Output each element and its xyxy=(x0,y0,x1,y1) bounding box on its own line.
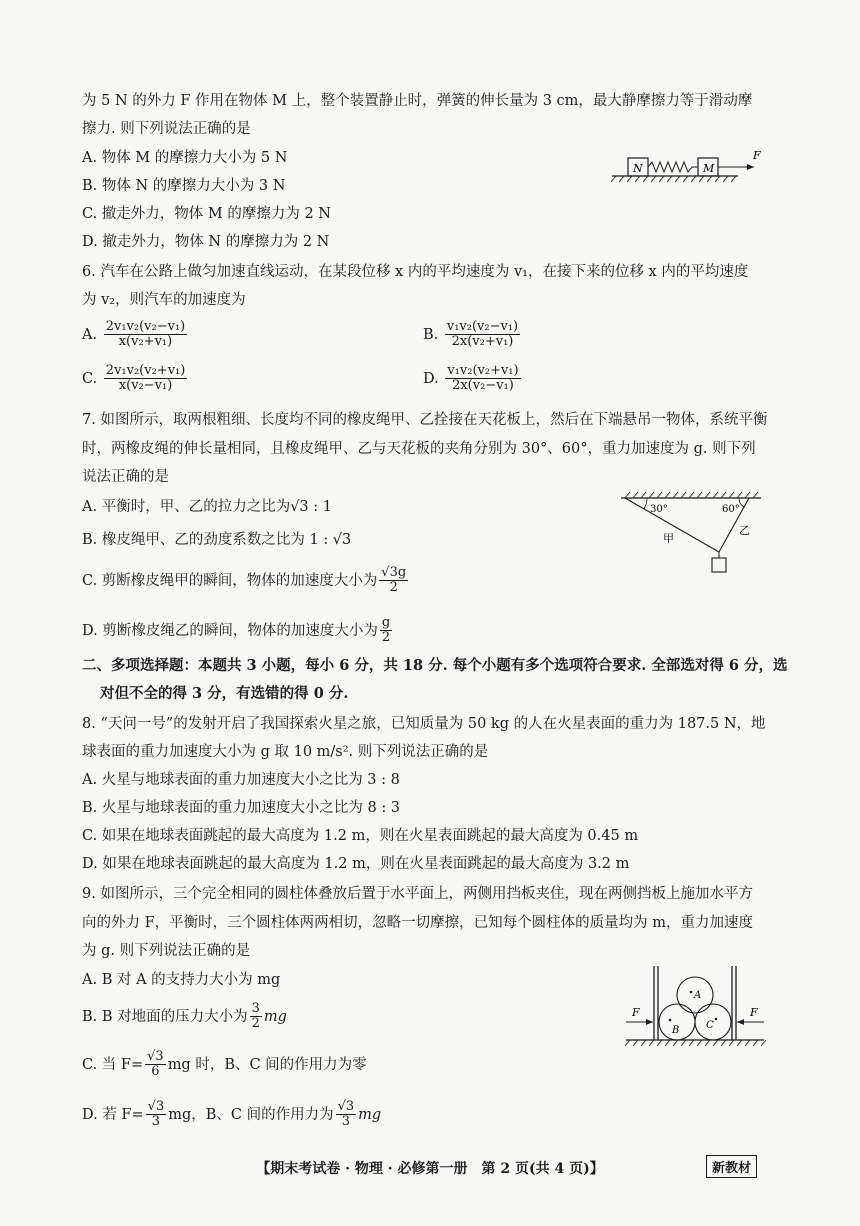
q7-line1: 7. 如图所示，取两根粗细、长度均不同的橡皮绳甲、乙拴接在天花板上，然后在下端悬吊一物体，系统平衡 xyxy=(82,412,768,428)
section2-line1: 二、多项选择题：本题共 3 小题，每小 6 分，共 18 分. 每个小题有多个选项符合要求. 全部选对得 6 分，选 xyxy=(82,657,788,674)
q9-option-d-mid: mg，B、C 间的作用力为 xyxy=(168,1106,334,1123)
q5-label-f: F xyxy=(753,149,761,162)
q9-option-b-den: 2 xyxy=(251,1016,260,1031)
q6-option-a-den: x(v₂+v₁) xyxy=(118,334,173,349)
q7-option-c-num: √3g xyxy=(381,565,407,580)
q9-option-c-den: 6 xyxy=(151,1064,160,1079)
q9-option-d-num2: √3 xyxy=(337,1099,355,1114)
q7-option-d-text: D. 剪断橡皮绳乙的瞬间，物体的加速度大小为 xyxy=(82,622,378,639)
q9-option-a: A. B 对 A 的支持力大小为 mg xyxy=(82,972,281,988)
q9-line1: 9. 如图所示，三个完全相同的圆柱体叠放后置于水平面上，两侧用挡板夹住，现在两侧挡板上施加水平方 xyxy=(82,886,753,902)
q9-option-c xyxy=(82,1050,770,1079)
q9-line3: 为 g. 则下列说法正确的是 xyxy=(82,943,251,959)
q9-option-d-num: √3 xyxy=(147,1099,165,1114)
q9-label-f-left: F xyxy=(632,1006,640,1019)
q6-option-d xyxy=(423,364,743,393)
q6-option-b-den: 2x(v₂+v₁) xyxy=(451,334,514,349)
q7-line3: 说法正确的是 xyxy=(82,469,169,485)
q8-option-a: A. 火星与地球表面的重力加速度大小之比为 3 : 8 xyxy=(82,772,400,788)
q5-option-a: A. 物体 M 的摩擦力大小为 5 N xyxy=(82,150,288,166)
q7-option-d-den: 2 xyxy=(381,630,391,645)
q9-option-d-den2: 3 xyxy=(341,1114,351,1129)
q6-option-b xyxy=(423,320,743,349)
q6-option-a-num: 2v₁v₂(v₂−v₁) xyxy=(105,319,186,334)
q5-line2: 擦力. 则下列说法正确的是 xyxy=(82,121,251,137)
q5-option-c: C. 撤走外力，物体 M 的摩擦力为 2 N xyxy=(82,206,331,222)
q9-option-d-den: 3 xyxy=(151,1114,161,1129)
q9-option-c-num: √3 xyxy=(147,1049,164,1064)
q9-option-c-tail: mg 时，B、C 间的作用力为零 xyxy=(167,1056,367,1073)
q5-label-m: M xyxy=(703,162,715,175)
q5-option-d: D. 撤走外力，物体 N 的摩擦力为 2 N xyxy=(82,234,330,250)
q5-line1: 为 5 N 的外力 F 作用在物体 M 上，整个装置静止时，弹簧的伸长量为 3 cm，最大静摩擦力等于滑动摩 xyxy=(82,93,753,109)
q7-option-b: B. 橡皮绳甲、乙的劲度系数之比为 1 : √3 xyxy=(82,532,352,548)
q6-option-c-label: C. xyxy=(82,370,98,387)
q9-label-a: A xyxy=(694,990,702,1001)
q6-option-c-den: x(v₂−v₁) xyxy=(118,378,173,393)
q9-cylinders-figure xyxy=(620,962,770,1052)
q8-line1: 8. “天问一号”的发射开启了我国探索火星之旅，已知质量为 50 kg 的人在火星表面的重力为 187.5 N，地 xyxy=(82,716,766,732)
q9-option-d-text: D. 若 F= xyxy=(82,1106,144,1123)
q6-option-c-num: 2v₁v₂(v₂+v₁) xyxy=(105,363,186,378)
q5-label-n: N xyxy=(633,162,643,175)
q6-option-d-den: 2x(v₂−v₁) xyxy=(452,378,514,393)
q6-option-b-num: v₁v₂(v₂−v₁) xyxy=(446,319,519,334)
q7-angle-30: 30° xyxy=(650,504,668,515)
q7-option-d xyxy=(82,616,770,645)
q9-option-b-text: B. B 对地面的压力大小为 xyxy=(82,1008,248,1025)
q7-ropes-figure xyxy=(615,490,765,580)
q8-option-b: B. 火星与地球表面的重力加速度大小之比为 8 : 3 xyxy=(82,800,401,816)
q7-option-c-text: C. 剪断橡皮绳甲的瞬间，物体的加速度大小为 xyxy=(82,572,378,589)
q9-option-c-text: C. 当 F= xyxy=(82,1056,144,1073)
q6-option-d-num: v₁v₂(v₂+v₁) xyxy=(447,363,519,378)
q9-option-b-num: 3 xyxy=(251,1001,260,1016)
q7-angle-60: 60° xyxy=(722,504,740,515)
q7-line2: 时，两橡皮绳的伸长量相同，且橡皮绳甲、乙与天花板的夹角分别为 30°、60°，重力加速度为 g. 则下列 xyxy=(82,441,756,457)
q8-option-d: D. 如果在地球表面跳起的最大高度为 1.2 m，则在火星表面跳起的最大高度为 3.2 m xyxy=(82,856,630,872)
q6-option-a-label: A. xyxy=(82,326,98,343)
q7-option-c-den: 2 xyxy=(389,580,398,595)
q7-option-a: A. 平衡时，甲、乙的拉力之比为√3 : 1 xyxy=(82,499,332,515)
section2-line2: 对但不全的得 3 分，有选错的得 0 分. xyxy=(100,685,349,702)
q7-rope-yi: 乙 xyxy=(739,524,750,537)
q6-option-a xyxy=(82,320,402,349)
q6-option-c xyxy=(82,364,402,393)
q5-option-b: B. 物体 N 的摩擦力大小为 3 N xyxy=(82,178,286,194)
page-footer: 【期末考试卷 · 物理 · 必修第一册 第 2 页(共 4 页)】 xyxy=(256,1161,604,1177)
q8-option-c: C. 如果在地球表面跳起的最大高度为 1.2 m，则在火星表面跳起的最大高度为 0.45 m xyxy=(82,828,639,844)
q7-option-d-num: g xyxy=(381,615,391,630)
q9-line2: 向的外力 F，平衡时，三个圆柱体两两相切，忽略一切摩擦，已知每个圆柱体的质量均为 m，重力加速度 xyxy=(82,915,754,931)
new-textbook-badge: 新教材 xyxy=(706,1155,757,1178)
q9-label-c: C xyxy=(706,1020,714,1031)
q6-line2: 为 v₂，则汽车的加速度为 xyxy=(82,292,246,308)
q6-line1: 6. 汽车在公路上做匀加速直线运动，在某段位移 x 内的平均速度为 v₁，在接下来的位移 x 内的平均速度 xyxy=(82,264,749,280)
q8-line2: 球表面的重力加速度大小为 g 取 10 m/s². 则下列说法正确的是 xyxy=(82,744,489,760)
q7-rope-jia: 甲 xyxy=(663,532,674,545)
q9-option-d-tail: mg xyxy=(358,1106,382,1123)
q9-option-b-tail: mg xyxy=(263,1008,287,1025)
q9-option-d xyxy=(82,1100,770,1129)
q9-label-b: B xyxy=(672,1025,680,1036)
q9-label-f-right: F xyxy=(750,1006,758,1019)
q5-spring-block-figure xyxy=(608,146,768,186)
q6-option-b-label: B. xyxy=(423,326,439,343)
q6-option-d-label: D. xyxy=(423,370,439,387)
